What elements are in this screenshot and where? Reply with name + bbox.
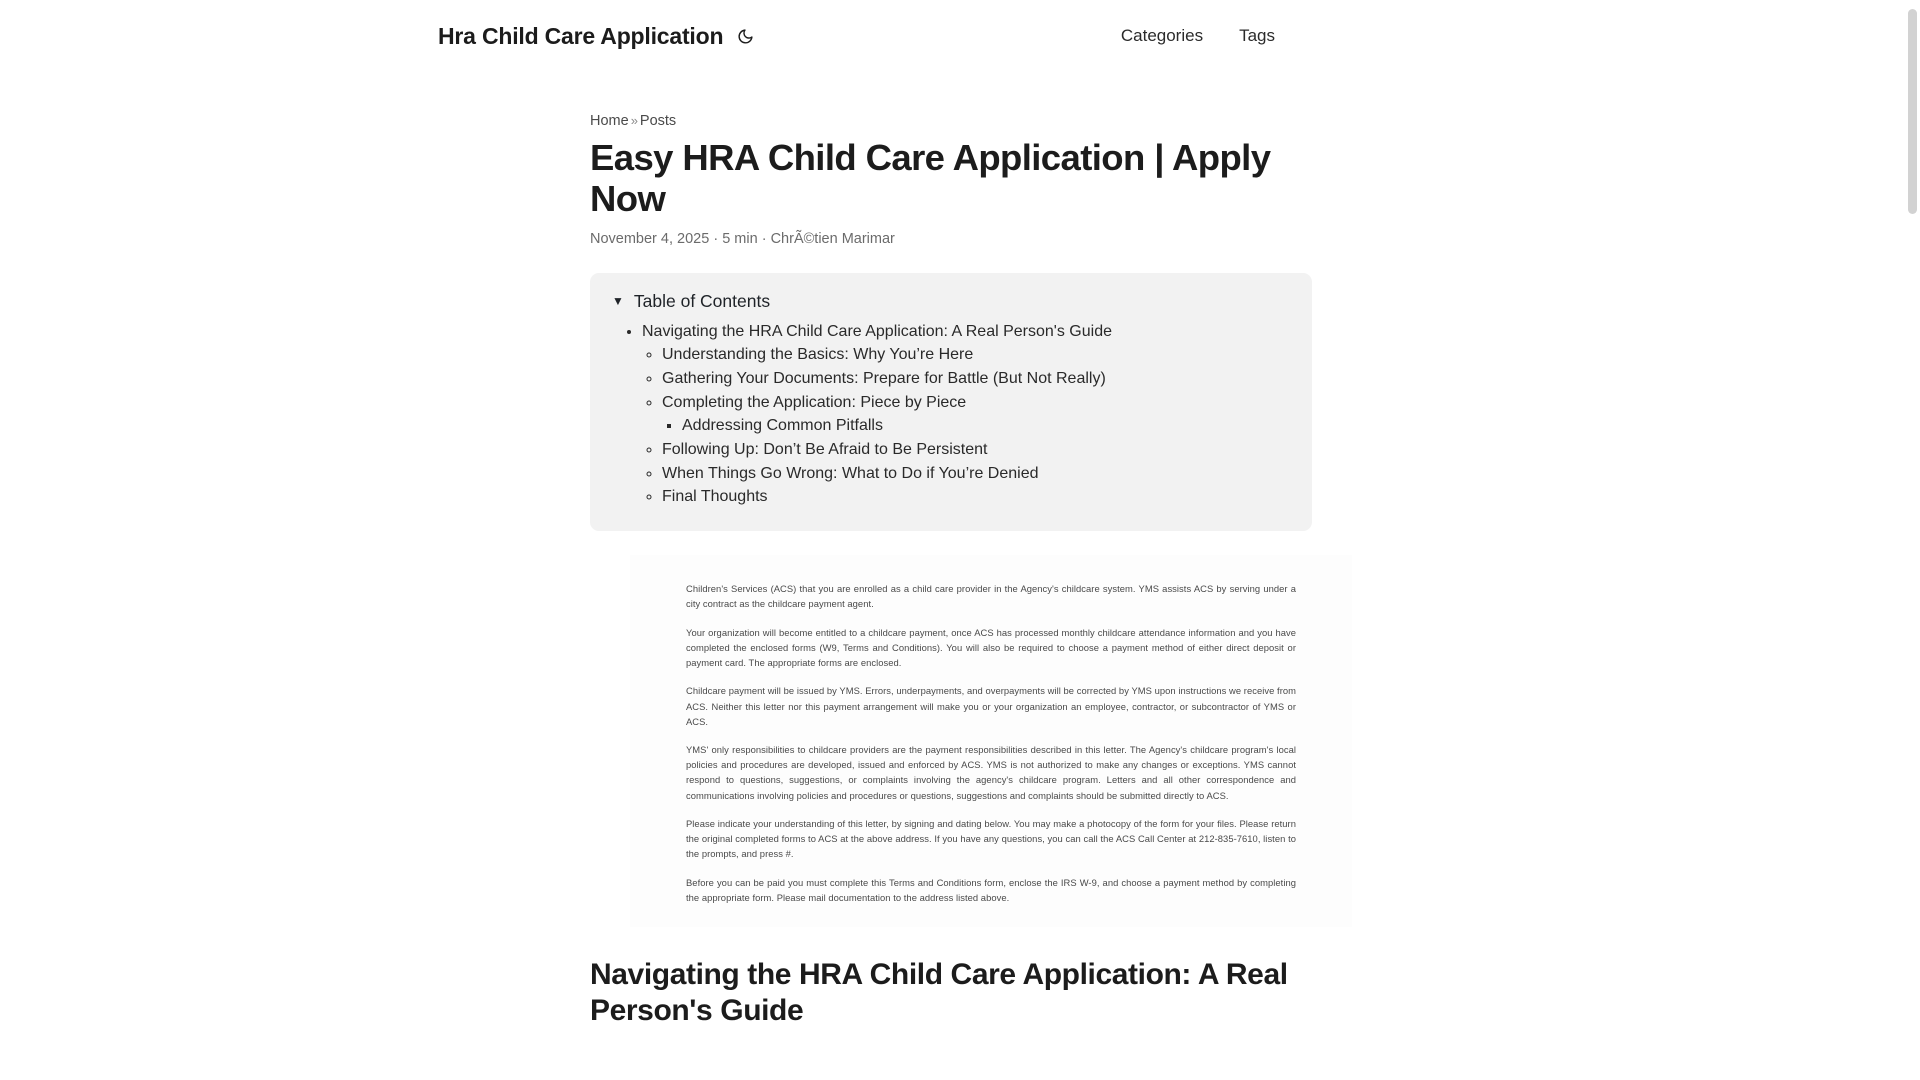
section-heading-navigating: Navigating the HRA Child Care Application: A Real Person's Guide: [590, 958, 1288, 1027]
toc-label: Table of Contents: [633, 290, 771, 311]
toc-list-level-1: [612, 320, 1290, 509]
scan-paragraph-6: Before you can be paid you must complete this Terms and Conditions form, enclose the IRS W-9, and choose a payment method by completing the appropriate form. Please mail documentation to the address listed above.: [686, 876, 1296, 903]
site-title[interactable]: Hra Child Care Application: [438, 22, 724, 49]
list-item: [662, 438, 1290, 462]
breadcrumb: [590, 113, 1312, 129]
post-content: [590, 58, 1312, 1028]
toc-link-common-pitfalls[interactable]: Addressing Common Pitfalls: [682, 417, 883, 435]
meta-sep-2: ·: [761, 230, 767, 247]
table-of-contents: [590, 273, 1312, 531]
nav-link-categories[interactable]: Categories: [1120, 26, 1204, 45]
site-header: [0, 0, 1920, 58]
list-item: [682, 414, 1290, 438]
post-author: ChrÃ©tien Marimar: [770, 230, 895, 247]
post-meta: [590, 231, 1312, 247]
toc-link-navigating[interactable]: Navigating the HRA Child Care Application: A Real Person's Guide: [642, 322, 1112, 340]
list-item: [662, 343, 1290, 367]
scan-paragraph-5: Please indicate your understanding of this letter, by signing and dating below. You may make a photocopy of the form for your files. Please return the original completed forms to ACS at the above address. If you have any questions, you can call the ACS Call Center at 212-835-7610, listen to the prompts, and press #.: [686, 817, 1296, 860]
breadcrumb-posts[interactable]: Posts: [639, 113, 677, 129]
toc-link-following-up[interactable]: Following Up: Don’t Be Afraid to Be Persistent: [662, 441, 988, 459]
meta-sep-1: ·: [713, 230, 719, 247]
page-title: Easy HRA Child Care Application | Apply Now: [590, 137, 1271, 219]
post-read-time: 5 min: [722, 230, 758, 247]
page-scrollbar[interactable]: [1905, 0, 1920, 1080]
toc-link-completing-application[interactable]: Completing the Application: Piece by Piece: [662, 393, 967, 411]
breadcrumb-home[interactable]: Home: [590, 113, 629, 129]
breadcrumb-separator: »: [630, 113, 638, 128]
toc-toggle[interactable]: [612, 291, 1290, 312]
toc-link-when-things-go-wrong[interactable]: When Things Go Wrong: What to Do if You’re Denied: [662, 464, 1039, 482]
nav-link-tags[interactable]: Tags: [1239, 26, 1275, 45]
list-item: [642, 320, 1290, 509]
scan-paragraph-1: Children's Services (ACS) that you are enrolled as a child care provider in the Agency's childcare system. YMS assists ACS by serving under a city contract as the childcare payment agent.: [686, 583, 1296, 610]
list-item: [662, 462, 1290, 486]
brand-area: [438, 23, 756, 50]
scan-paragraph-3: Childcare payment will be issued by YMS. Errors, underpayments, and overpayments will be corrected by YMS upon instructions we receive from ACS. Neither this letter nor this payment arrangement will make you or your organization an employee, contractor, or subcontractor of YMS or ACS.: [686, 685, 1296, 727]
toc-list-level-3: [662, 414, 1290, 438]
toc-link-understanding-basics[interactable]: Understanding the Basics: Why You’re Here: [662, 346, 974, 364]
scrollbar-thumb[interactable]: [1908, 9, 1917, 214]
toc-link-gathering-documents[interactable]: Gathering Your Documents: Prepare for Battle (But Not Really): [662, 370, 1106, 388]
moon-icon[interactable]: [734, 25, 756, 47]
caret-down-icon: ▼: [612, 294, 624, 309]
scan-paragraph-2: Your organization will become entitled to a childcare payment, once ACS has processed monthly childcare attendance information and you have completed the enclosed forms (W9, Terms and Conditions). You will also be required to choose a payment method of either direct deposit or payment card. The appropriate forms are enclosed.: [686, 626, 1296, 669]
list-item: [662, 391, 1290, 438]
post-date: November 4, 2025: [590, 230, 710, 247]
scan-paragraph-4: YMS' only responsibilities to childcare providers are the payment responsibilities described in this letter. The Agency's childcare program's local policies and procedures are developed, issued and enforced by ACS. YMS is not authorized to make any changes or exceptions. YMS cannot respond to questions, suggestions, or complaints involving the agency's childcare program. Letters and all other correspondence and communications involving policies and procedures or questions, suggestions and complaints should be submitted directly to ACS.: [686, 744, 1296, 801]
toc-list-level-2: [642, 343, 1290, 509]
main-nav: [1121, 26, 1275, 46]
toc-link-final-thoughts[interactable]: Final Thoughts: [662, 488, 768, 506]
list-item: [662, 485, 1290, 509]
scanned-document-image: [630, 555, 1352, 927]
list-item: [662, 367, 1290, 391]
